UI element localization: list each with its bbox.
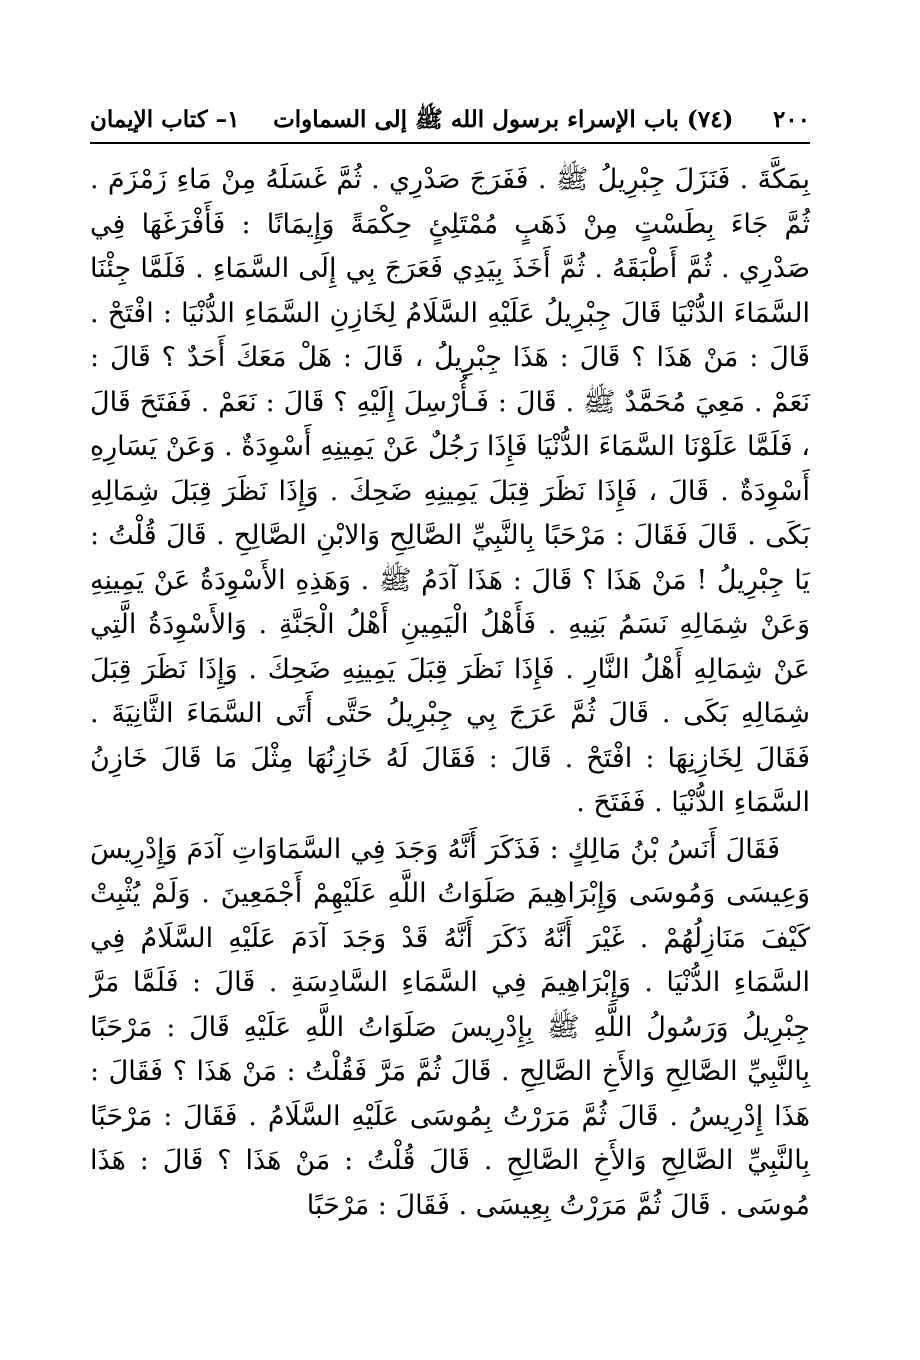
page-number: ٢٠٠ bbox=[772, 106, 810, 133]
body-paragraph: بِمَكَّةَ . فَنَزَلَ جِبْرِيلُ ﷺ . فَفَرَجَ صَدْرِي . ثُمَّ غَسَلَهُ مِنْ مَاءِ زَمْزَمَ . ثُمَّ جَاءَ بِطَسْتٍ مِنْ ذَهَبٍ مُمْتَلِئٍ حِكْمَةً وَإِيمَانًا : فَأَفْرَغَهَا فِي صَدْرِي . ثُمَّ أَطْبَقَهُ . ثُمَّ أَخَذَ بِيَدِي فَعَرَجَ بِي إِلَى السَّمَاءِ . فَلَمَّا جِئْنَا السَّمَاءَ الدُّنْيَا قَالَ جِبْرِيلُ عَلَيْهِ السَّلَامُ لِخَازِنِ السَّمَاءِ الدُّنْيَا : افْتَحْ . قَالَ : مَنْ هَذَا ؟ قَالَ : هَذَا جِبْرِيلُ ، قَالَ : هَلْ مَعَكَ أَحَدٌ ؟ قَالَ : نَعَمْ . مَعِيَ مُحَمَّدٌ ﷺ . قَالَ : فَـأُرْسِلَ إِلَيْهِ ؟ قَالَ : نَعَمْ . فَفَتَحَ قَالَ ، فَلَمَّا عَلَوْنَا السَّمَاءَ الدُّنْيَا فَإِذَا رَجُلٌ عَنْ يَمِينِهِ أَسْوِدَةٌ . وَعَنْ يَسَارِهِ أَسْوِدَةٌ . قَالَ ، فَإِذَا نَظَرَ قِبَلَ يَمِينِهِ ضَحِكَ . وَإِذَا نَظَرَ قِبَلَ شِمَالِهِ بَكَى . قَالَ فَقَالَ : مَرْحَبًا بِالنَّبِيِّ الصَّالِحِ وَالابْنِ الصَّالِحِ . قَالَ قُلْتُ : يَا جِبْرِيلُ ! مَنْ هَذَا ؟ قَالَ : هَذَا آدَمُ ﷺ . وَهَذِهِ الأَسْوِدَةُ عَنْ يَمِينِهِ وَعَنْ شِمَالِهِ نَسَمُ بَنِيهِ . فَأَهْلُ الْيَمِينِ أَهْلُ الْجَنَّةِ . وَالأَسْوِدَةُ الَّتِي عَنْ شِمَالِهِ أَهْلُ النَّارِ . فَإِذَا نَظَرَ قِبَلَ يَمِينِهِ ضَحِكَ . وَإِذَا نَظَرَ قِبَلَ شِمَالِهِ بَكَى . قَالَ ثُمَّ عَرَجَ بِي جِبْرِيلُ حَتَّى أَتَى السَّمَاءَ الثَّانِيَةَ . فَقَالَ لِخَازِنِهَا : افْتَحْ . قَالَ : فَقَالَ لَهُ خَازِنُهَا مِثْلَ مَا قَالَ خَازِنُ السَّمَاءِ الدُّنْيَا . فَفَتَحَ . bbox=[90, 164, 810, 818]
running-header bbox=[90, 100, 810, 140]
book-page bbox=[90, 100, 810, 1228]
body-paragraph: فَقَالَ أَنَسُ بْنُ مَالِكٍ : فَذَكَرَ أَنَّهُ وَجَدَ فِي السَّمَاوَاتِ آدَمَ وَإِدْرِيسَ وَعِيسَى وَمُوسَى وَإِبْرَاهِيمَ صَلَوَاتُ اللَّهِ عَلَيْهِمْ أَجْمَعِينَ . وَلَمْ يُثْبِتْ كَيْفَ مَنَازِلُهُمْ . غَيْرَ أَنَّهُ ذَكَرَ أَنَّهُ قَدْ وَجَدَ آدَمَ عَلَيْهِ السَّلَامُ فِي السَّمَاءِ الدُّنْيَا . وَإِبْرَاهِيمَ فِي السَّمَاءِ السَّادِسَةِ . قَالَ : فَلَمَّا مَرَّ جِبْرِيلُ وَرَسُولُ اللَّهِ ﷺ بِإِدْرِيسَ صَلَوَاتُ اللَّهِ عَلَيْهِ قَالَ : مَرْحَبًا بِالنَّبِيِّ الصَّالِحِ وَالأَخِ الصَّالِحِ . قَالَ ثُمَّ مَرَّ فَقُلْتُ : مَنْ هَذَا ؟ فَقَالَ : هَذَا إِدْرِيسُ . قَالَ ثُمَّ مَرَرْتُ بِمُوسَى عَلَيْهِ السَّلَامُ . فَقَالَ : مَرْحَبًا بِالنَّبِيِّ الصَّالِحِ وَالأَخِ الصَّالِحِ . قَالَ قُلْتُ : مَنْ هَذَا ؟ قَالَ : هَذَا مُوسَى . قَالَ ثُمَّ مَرَرْتُ بِعِيسَى . فَقَالَ : مَرْحَبًا bbox=[90, 833, 810, 1221]
book-title: ١– كتاب الإيمان bbox=[90, 106, 240, 133]
chapter-title: (٧٤) باب الإسراء برسول الله ﷺ إلى السماوات bbox=[273, 106, 734, 133]
page-body bbox=[90, 158, 810, 1228]
header-divider bbox=[90, 142, 810, 144]
